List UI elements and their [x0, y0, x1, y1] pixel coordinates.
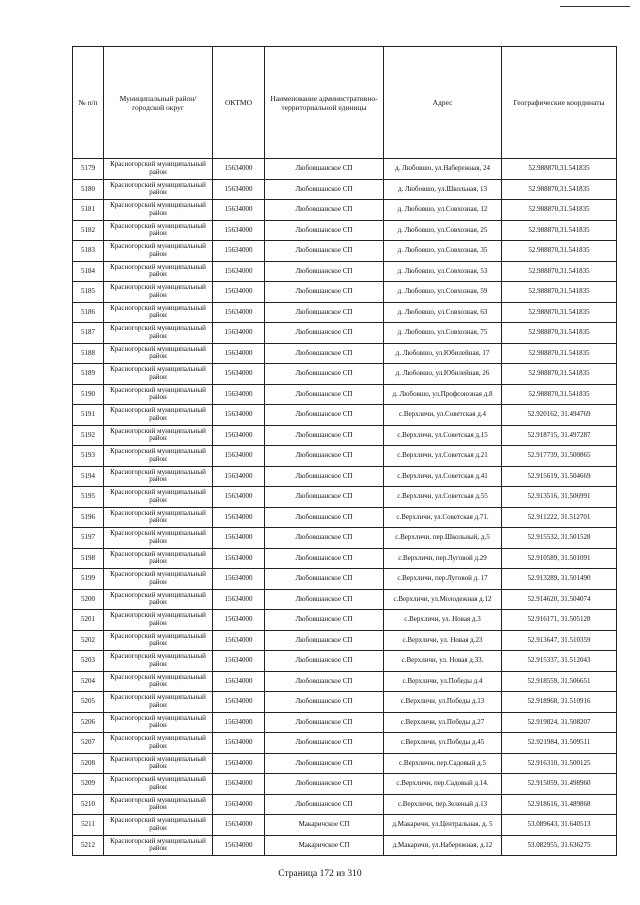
cell-district: Красногорский муниципальный район: [104, 446, 213, 467]
table-row: [73, 446, 617, 467]
cell-oktmo: 15634000: [213, 343, 265, 364]
cell-address: с.Верхличи, ул.Победы д.13: [384, 692, 502, 713]
table-row: [73, 384, 617, 405]
cell-address: с.Верхличи, пер.Садовый д.5: [384, 753, 502, 774]
cell-coordinates: 52.988870,31.541835: [502, 261, 617, 282]
cell-oktmo: 15634000: [213, 548, 265, 569]
cell-oktmo: 15634000: [213, 179, 265, 200]
cell-address: д.Макаричи, ул.Центральная, д. 5: [384, 815, 502, 836]
cell-coordinates: 52.915532, 31.501528: [502, 528, 617, 549]
cell-admin-unit: Любовшанское СП: [265, 200, 384, 221]
cell-oktmo: 15634000: [213, 261, 265, 282]
cell-oktmo: 15634000: [213, 651, 265, 672]
table-row: [73, 774, 617, 795]
cell-address: д. Любовшо, ул.Юбилейная, 17: [384, 343, 502, 364]
table-row: [73, 835, 617, 856]
cell-number: 5204: [73, 671, 104, 692]
cell-number: 5185: [73, 282, 104, 303]
cell-admin-unit: Любовшанское СП: [265, 630, 384, 651]
cell-district: Красногорский муниципальный район: [104, 282, 213, 303]
table-row: [73, 733, 617, 754]
cell-admin-unit: Любовшанское СП: [265, 446, 384, 467]
cell-oktmo: 15634000: [213, 733, 265, 754]
cell-admin-unit: Любовшанское СП: [265, 753, 384, 774]
table-row: [73, 405, 617, 426]
cell-district: Красногорский муниципальный район: [104, 753, 213, 774]
cell-address: с.Верхличи, ул.Советская д.41: [384, 466, 502, 487]
cell-number: 5205: [73, 692, 104, 713]
cell-district: Красногорский муниципальный район: [104, 630, 213, 651]
cell-oktmo: 15634000: [213, 466, 265, 487]
cell-address: с.Верхличи, ул.Советская д.71.: [384, 507, 502, 528]
cell-district: Красногорский муниципальный район: [104, 548, 213, 569]
table-row: [73, 671, 617, 692]
cell-coordinates: 52.914620, 31.504074: [502, 589, 617, 610]
table-header-row: [73, 47, 617, 159]
cell-number: 5195: [73, 487, 104, 508]
cell-address: с.Верхличи, пер.Школьный, д.5: [384, 528, 502, 549]
cell-address: с.Верхличи, ул. Новая д.3: [384, 610, 502, 631]
cell-admin-unit: Любовшанское СП: [265, 323, 384, 344]
cell-address: д. Любовшо, ул.Школьная, 13: [384, 179, 502, 200]
cell-admin-unit: Любовшанское СП: [265, 507, 384, 528]
cell-admin-unit: Любовшанское СП: [265, 794, 384, 815]
cell-number: 5198: [73, 548, 104, 569]
cell-number: 5184: [73, 261, 104, 282]
cell-admin-unit: Любовшанское СП: [265, 159, 384, 180]
cell-oktmo: 15634000: [213, 220, 265, 241]
col-header-oktmo: ОКТМО: [213, 47, 265, 159]
cell-oktmo: 15634000: [213, 282, 265, 303]
cell-address: д. Любовшо, ул.Совхозная, 53: [384, 261, 502, 282]
cell-district: Красногорский муниципальный район: [104, 774, 213, 795]
cell-district: Красногорский муниципальный район: [104, 405, 213, 426]
cell-admin-unit: Любовшанское СП: [265, 241, 384, 262]
cell-oktmo: 15634000: [213, 405, 265, 426]
cell-district: Красногорский муниципальный район: [104, 466, 213, 487]
cell-admin-unit: Любовшанское СП: [265, 343, 384, 364]
cell-coordinates: 52.913516, 31.506991: [502, 487, 617, 508]
cell-district: Красногорский муниципальный район: [104, 528, 213, 549]
table-row: [73, 630, 617, 651]
cell-number: 5212: [73, 835, 104, 856]
col-header-address: Адрес: [384, 47, 502, 159]
cell-oktmo: 15634000: [213, 487, 265, 508]
cell-admin-unit: Любовшанское СП: [265, 282, 384, 303]
cell-address: с.Верхличи, ул. Новая д.33.: [384, 651, 502, 672]
cell-admin-unit: Любовшанское СП: [265, 302, 384, 323]
table-row: [73, 753, 617, 774]
cell-address: с.Верхличи, ул.Советская д.21: [384, 446, 502, 467]
cell-district: Красногорский муниципальный район: [104, 815, 213, 836]
cell-admin-unit: Любовшанское СП: [265, 589, 384, 610]
cell-address: д.Макаричи, ул.Набережная, д.12: [384, 835, 502, 856]
table-row: [73, 712, 617, 733]
cell-oktmo: 15634000: [213, 241, 265, 262]
cell-coordinates: 52.915337, 31.512043: [502, 651, 617, 672]
cell-coordinates: 52.918616, 31.489868: [502, 794, 617, 815]
cell-admin-unit: Макаричское СП: [265, 835, 384, 856]
cell-admin-unit: Любовшанское СП: [265, 220, 384, 241]
cell-district: Красногорский муниципальный район: [104, 384, 213, 405]
cell-admin-unit: Любовшанское СП: [265, 528, 384, 549]
cell-admin-unit: Любовшанское СП: [265, 733, 384, 754]
table-row: [73, 343, 617, 364]
table-row: [73, 548, 617, 569]
cell-coordinates: 53.082955, 31.636275: [502, 835, 617, 856]
cell-district: Красногорский муниципальный район: [104, 179, 213, 200]
cell-oktmo: 15634000: [213, 712, 265, 733]
table-row: [73, 364, 617, 385]
cell-district: Красногорский муниципальный район: [104, 671, 213, 692]
cell-coordinates: 52.918559, 31.506651: [502, 671, 617, 692]
cell-address: с.Верхличи, ул.Молодежная д.12: [384, 589, 502, 610]
cell-coordinates: 52.988870,31.541835: [502, 220, 617, 241]
cell-admin-unit: Любовшанское СП: [265, 692, 384, 713]
cell-admin-unit: Любовшанское СП: [265, 651, 384, 672]
cell-admin-unit: Любовшанское СП: [265, 425, 384, 446]
cell-district: Красногорский муниципальный район: [104, 835, 213, 856]
cell-coordinates: 52.988870,31.541835: [502, 159, 617, 180]
cell-address: с.Верхличи, пер.Луговой д. 17: [384, 569, 502, 590]
cell-address: с.Верхличи, ул.Советская д.15: [384, 425, 502, 446]
cell-number: 5209: [73, 774, 104, 795]
cell-number: 5193: [73, 446, 104, 467]
cell-coordinates: 52.917739, 31.500865: [502, 446, 617, 467]
col-header-number: № п/п: [73, 47, 104, 159]
page-number: Страница 172 из 310: [278, 869, 362, 879]
registry-table: [72, 46, 617, 856]
cell-district: Красногорский муниципальный район: [104, 651, 213, 672]
cell-number: 5191: [73, 405, 104, 426]
cell-number: 5203: [73, 651, 104, 672]
cell-coordinates: 52.988870,31.541835: [502, 241, 617, 262]
cell-address: д. Любовшо, ул.Совхозная, 59: [384, 282, 502, 303]
cell-district: Красногорский муниципальный район: [104, 794, 213, 815]
cell-address: с.Верхличи, ул.Победы д.27: [384, 712, 502, 733]
table-row: [73, 794, 617, 815]
cell-number: 5192: [73, 425, 104, 446]
cell-coordinates: 52.918968, 31.510916: [502, 692, 617, 713]
cell-district: Красногорский муниципальный район: [104, 200, 213, 221]
cell-district: Красногорский муниципальный район: [104, 692, 213, 713]
cell-number: 5202: [73, 630, 104, 651]
cell-number: 5188: [73, 343, 104, 364]
table-row: [73, 692, 617, 713]
cell-number: 5179: [73, 159, 104, 180]
cell-address: д. Любовшо, ул.Профсоюзная д.8: [384, 384, 502, 405]
cell-address: с.Верхличи, ул.Советская д.4: [384, 405, 502, 426]
cell-district: Красногорский муниципальный район: [104, 712, 213, 733]
cell-admin-unit: Любовшанское СП: [265, 774, 384, 795]
cell-oktmo: 15634000: [213, 425, 265, 446]
table-row: [73, 220, 617, 241]
col-header-admin-unit: Наименование административно-территориальной единицы: [265, 47, 384, 159]
cell-coordinates: 53.089643, 31.640513: [502, 815, 617, 836]
cell-district: Красногорский муниципальный район: [104, 487, 213, 508]
cell-number: 5199: [73, 569, 104, 590]
cell-oktmo: 15634000: [213, 569, 265, 590]
cell-oktmo: 15634000: [213, 528, 265, 549]
cell-coordinates: 52.910589, 31.501091: [502, 548, 617, 569]
table-row: [73, 200, 617, 221]
cell-coordinates: 52.916171, 31.505128: [502, 610, 617, 631]
table-row: [73, 466, 617, 487]
cell-coordinates: 52.916310, 31.500125: [502, 753, 617, 774]
cell-coordinates: 52.988870,31.541835: [502, 384, 617, 405]
cell-number: 5181: [73, 200, 104, 221]
cell-district: Красногорский муниципальный район: [104, 159, 213, 180]
cell-number: 5197: [73, 528, 104, 549]
cell-address: д. Любовшо, ул.Юбилейная, 26: [384, 364, 502, 385]
cell-district: Красногорский муниципальный район: [104, 302, 213, 323]
table-row: [73, 610, 617, 631]
cell-number: 5200: [73, 589, 104, 610]
cell-district: Красногорский муниципальный район: [104, 241, 213, 262]
table-row: [73, 651, 617, 672]
cell-district: Красногорский муниципальный район: [104, 261, 213, 282]
cell-number: 5189: [73, 364, 104, 385]
cell-oktmo: 15634000: [213, 815, 265, 836]
cell-number: 5194: [73, 466, 104, 487]
cell-number: 5196: [73, 507, 104, 528]
cell-oktmo: 15634000: [213, 200, 265, 221]
table-row: [73, 815, 617, 836]
cell-coordinates: 52.988870,31.541835: [502, 179, 617, 200]
cell-admin-unit: Любовшанское СП: [265, 405, 384, 426]
cell-address: с.Верхличи, пер.Луговой д.29: [384, 548, 502, 569]
table-row: [73, 159, 617, 180]
cell-district: Красногорский муниципальный район: [104, 323, 213, 344]
cell-admin-unit: Любовшанское СП: [265, 712, 384, 733]
cell-admin-unit: Любовшанское СП: [265, 548, 384, 569]
cell-oktmo: 15634000: [213, 589, 265, 610]
cell-address: с.Верхличи, ул.Советская д.55: [384, 487, 502, 508]
cell-district: Красногорский муниципальный район: [104, 220, 213, 241]
cell-admin-unit: Любовшанское СП: [265, 179, 384, 200]
cell-admin-unit: Любовшанское СП: [265, 364, 384, 385]
cell-district: Красногорский муниципальный район: [104, 343, 213, 364]
cell-coordinates: 52.913647, 31.510359: [502, 630, 617, 651]
cell-district: Красногорский муниципальный район: [104, 733, 213, 754]
cell-admin-unit: Макаричское СП: [265, 815, 384, 836]
cell-admin-unit: Любовшанское СП: [265, 610, 384, 631]
table-row: [73, 487, 617, 508]
cell-coordinates: 52.988870,31.541835: [502, 343, 617, 364]
cell-coordinates: 52.913289, 31.501490: [502, 569, 617, 590]
table-row: [73, 302, 617, 323]
table-row: [73, 282, 617, 303]
cell-oktmo: 15634000: [213, 159, 265, 180]
cell-coordinates: 52.988870,31.541835: [502, 200, 617, 221]
cell-coordinates: 52.988870,31.541835: [502, 282, 617, 303]
cell-number: 5206: [73, 712, 104, 733]
cell-district: Красногорский муниципальный район: [104, 569, 213, 590]
table-row: [73, 528, 617, 549]
cell-number: 5207: [73, 733, 104, 754]
cell-oktmo: 15634000: [213, 794, 265, 815]
cell-oktmo: 15634000: [213, 384, 265, 405]
cell-district: Красногорский муниципальный район: [104, 610, 213, 631]
cell-admin-unit: Любовшанское СП: [265, 671, 384, 692]
table-row: [73, 323, 617, 344]
table-row: [73, 179, 617, 200]
cell-number: 5210: [73, 794, 104, 815]
cell-oktmo: 15634000: [213, 774, 265, 795]
cell-admin-unit: Любовшанское СП: [265, 466, 384, 487]
cell-number: 5208: [73, 753, 104, 774]
cell-address: с.Верхличи, ул.Победы д.4: [384, 671, 502, 692]
cell-number: 5190: [73, 384, 104, 405]
cell-address: с.Верхличи, ул. Новая д.23: [384, 630, 502, 651]
cell-oktmo: 15634000: [213, 446, 265, 467]
cell-admin-unit: Любовшанское СП: [265, 487, 384, 508]
cell-district: Красногорский муниципальный район: [104, 589, 213, 610]
cell-oktmo: 15634000: [213, 507, 265, 528]
cell-district: Красногорский муниципальный район: [104, 364, 213, 385]
cell-district: Красногорский муниципальный район: [104, 507, 213, 528]
cell-number: 5183: [73, 241, 104, 262]
cell-address: д. Любовшо, ул.Совхозная, 75: [384, 323, 502, 344]
cell-oktmo: 15634000: [213, 692, 265, 713]
cell-coordinates: 52.988870,31.541835: [502, 323, 617, 344]
cell-coordinates: 52.918715, 31.497287: [502, 425, 617, 446]
cell-address: д. Любовшо, ул.Совхозная, 63: [384, 302, 502, 323]
cell-oktmo: 15634000: [213, 610, 265, 631]
cell-district: Красногорский муниципальный район: [104, 425, 213, 446]
cell-coordinates: 52.988870,31.541835: [502, 302, 617, 323]
cell-coordinates: 52.911222, 31.512701: [502, 507, 617, 528]
cell-address: д. Любовшо, ул.Совхозная, 12: [384, 200, 502, 221]
cell-admin-unit: Любовшанское СП: [265, 261, 384, 282]
cell-address: д. Любовшо, ул.Совхозная, 25: [384, 220, 502, 241]
cell-coordinates: 52.921984, 31.509511: [502, 733, 617, 754]
table-row: [73, 261, 617, 282]
cell-number: 5182: [73, 220, 104, 241]
table-row: [73, 569, 617, 590]
cell-number: 5187: [73, 323, 104, 344]
cell-address: д. Любовшо, ул.Совхозная, 35: [384, 241, 502, 262]
cell-oktmo: 15634000: [213, 630, 265, 651]
table-row: [73, 425, 617, 446]
table-row: [73, 589, 617, 610]
cell-number: 5201: [73, 610, 104, 631]
cell-oktmo: 15634000: [213, 364, 265, 385]
cell-oktmo: 15634000: [213, 323, 265, 344]
cell-address: д. Любовшо, ул.Набережная, 24: [384, 159, 502, 180]
cell-coordinates: 52.988870,31.541835: [502, 364, 617, 385]
table-row: [73, 507, 617, 528]
col-header-coordinates: Географические координаты: [502, 47, 617, 159]
cell-coordinates: 52.919824, 31.508207: [502, 712, 617, 733]
cell-number: 5186: [73, 302, 104, 323]
cell-coordinates: 52.920162, 31.494769: [502, 405, 617, 426]
cell-address: с.Верхличи, ул.Победы д.45: [384, 733, 502, 754]
cell-number: 5211: [73, 815, 104, 836]
cell-admin-unit: Любовшанское СП: [265, 569, 384, 590]
cell-oktmo: 15634000: [213, 835, 265, 856]
cell-number: 5180: [73, 179, 104, 200]
cell-oktmo: 15634000: [213, 753, 265, 774]
cell-coordinates: 52.915619, 31.504669: [502, 466, 617, 487]
table-row: [73, 241, 617, 262]
cell-oktmo: 15634000: [213, 302, 265, 323]
cell-coordinates: 52.915059, 31.498960: [502, 774, 617, 795]
col-header-district: Муниципальный район/городской округ: [104, 47, 213, 159]
cell-address: с.Верхличи, пер.Зеленый д.13: [384, 794, 502, 815]
cell-oktmo: 15634000: [213, 671, 265, 692]
top-edge-line: [560, 6, 630, 7]
cell-address: с.Верхличи, пер.Садовый д.14.: [384, 774, 502, 795]
cell-admin-unit: Любовшанское СП: [265, 384, 384, 405]
